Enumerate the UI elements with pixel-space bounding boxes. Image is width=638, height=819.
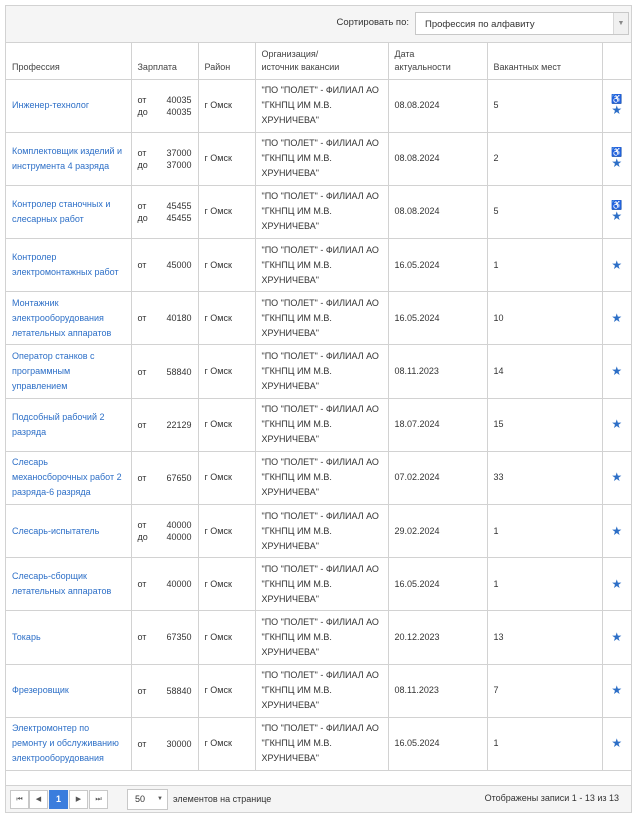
vacancies-cell: 14 xyxy=(487,345,602,398)
salary-from-value: 37000 xyxy=(166,147,192,158)
district-cell: г Омск xyxy=(198,664,255,717)
vacancies-cell: 5 xyxy=(487,79,602,132)
salary-cell xyxy=(131,558,198,611)
date-cell: 16.05.2024 xyxy=(388,239,487,292)
vacancy-table xyxy=(6,43,631,771)
salary-to-label: до xyxy=(137,159,148,170)
vacancies-cell: 1 xyxy=(487,717,602,770)
star-icon[interactable]: ★ xyxy=(611,103,623,118)
profession-cell xyxy=(6,451,131,504)
date-cell: 08.11.2023 xyxy=(388,345,487,398)
table-header-row xyxy=(6,43,631,79)
salary-cell xyxy=(131,79,198,132)
star-icon[interactable]: ★ xyxy=(611,576,623,591)
profession-cell xyxy=(6,345,131,398)
table-row[interactable] xyxy=(6,505,631,558)
vacancies-cell: 13 xyxy=(487,611,602,664)
chevron-down-icon[interactable]: ▼ xyxy=(613,13,628,34)
sort-select-value: Профессия по алфавиту xyxy=(425,19,535,30)
salary-cell xyxy=(131,717,198,770)
page-size-select[interactable] xyxy=(127,789,168,810)
profession-link[interactable]: Комплектовщик изделий и инструмента 4 разряда xyxy=(12,145,123,171)
salary-to-value: 37000 xyxy=(166,159,192,170)
table-row[interactable] xyxy=(6,717,631,770)
actions-cell xyxy=(602,239,631,292)
profession-cell xyxy=(6,292,131,345)
pager xyxy=(6,785,631,812)
salary-from-label: от xyxy=(137,520,147,531)
salary-from-label: от xyxy=(137,685,147,696)
salary-from-label: от xyxy=(137,200,147,211)
salary-to-label: до xyxy=(137,106,148,117)
salary-from-value: 58840 xyxy=(166,685,192,696)
column-header-date[interactable]: Дата актуальности xyxy=(388,43,487,79)
vacancies-cell: 7 xyxy=(487,664,602,717)
actions-cell xyxy=(602,558,631,611)
profession-link[interactable]: Контролер станочных и слесарных работ xyxy=(12,198,111,224)
vacancies-cell: 1 xyxy=(487,558,602,611)
salary-cell xyxy=(131,505,198,558)
salary-from-value: 22129 xyxy=(166,419,192,430)
salary-to-label: до xyxy=(137,532,148,543)
table-row[interactable] xyxy=(6,79,631,132)
table-body xyxy=(6,79,631,770)
salary-cell xyxy=(131,664,198,717)
profession-link[interactable]: Слесарь механосборочных работ 2 разряда-6 разряда xyxy=(12,457,122,498)
date-cell: 20.12.2023 xyxy=(388,611,487,664)
table-row[interactable] xyxy=(6,185,631,238)
actions-cell xyxy=(602,611,631,664)
salary-cell xyxy=(131,239,198,292)
grid-toolbar xyxy=(6,6,631,43)
date-cell: 07.02.2024 xyxy=(388,451,487,504)
table-row[interactable] xyxy=(6,558,631,611)
profession-link[interactable]: Электромонтер по ремонту и обслуживанию электрооборудования xyxy=(12,723,119,764)
actions-cell xyxy=(602,505,631,558)
vacancies-cell: 33 xyxy=(487,451,602,504)
date-cell: 18.07.2024 xyxy=(388,398,487,451)
star-icon[interactable]: ★ xyxy=(611,736,623,751)
district-cell: г Омск xyxy=(198,398,255,451)
profession-cell xyxy=(6,185,131,238)
wheelchair-icon: ♿ xyxy=(611,200,623,211)
organization-cell: "ПО "ПОЛЕТ" - ФИЛИАЛ АО "ГКНПЦ ИМ М.В. ХРУНИЧЕВА" xyxy=(255,611,388,664)
vacancies-cell: 2 xyxy=(487,132,602,185)
star-icon[interactable]: ★ xyxy=(611,156,623,171)
star-icon[interactable]: ★ xyxy=(611,629,623,644)
organization-cell: "ПО "ПОЛЕТ" - ФИЛИАЛ АО "ГКНПЦ ИМ М.В. ХРУНИЧЕВА" xyxy=(255,664,388,717)
last-page-button[interactable]: ⏭ xyxy=(89,790,108,809)
records-info: Отображены записи 1 - 13 из 13 xyxy=(484,793,619,803)
wheelchair-icon: ♿ xyxy=(611,147,623,158)
salary-cell xyxy=(131,185,198,238)
salary-from-value: 40035 xyxy=(166,94,192,105)
profession-link[interactable]: Монтажник электрооборудования летательных аппаратов xyxy=(12,297,112,338)
salary-from-value: 58840 xyxy=(166,366,192,377)
salary-from-label: от xyxy=(137,313,147,324)
salary-cell xyxy=(131,132,198,185)
salary-from-value: 40180 xyxy=(166,313,192,324)
table-row[interactable] xyxy=(6,664,631,717)
vacancies-cell: 15 xyxy=(487,398,602,451)
organization-cell: "ПО "ПОЛЕТ" - ФИЛИАЛ АО "ГКНПЦ ИМ М.В. ХРУНИЧЕВА" xyxy=(255,345,388,398)
chevron-down-icon: ▼ xyxy=(157,796,163,802)
actions-cell xyxy=(602,185,631,238)
profession-cell xyxy=(6,505,131,558)
column-header-actions xyxy=(602,43,631,79)
profession-cell xyxy=(6,717,131,770)
salary-from-value: 45000 xyxy=(166,260,192,271)
profession-link[interactable]: Фрезеровщик xyxy=(12,685,69,696)
district-cell: г Омск xyxy=(198,79,255,132)
organization-cell: "ПО "ПОЛЕТ" - ФИЛИАЛ АО "ГКНПЦ ИМ М.В. ХРУНИЧЕВА" xyxy=(255,79,388,132)
salary-from-label: от xyxy=(137,738,147,749)
profession-cell xyxy=(6,558,131,611)
salary-cell xyxy=(131,451,198,504)
profession-link[interactable]: Оператор станков с программным управлением xyxy=(12,351,95,392)
next-page-button[interactable]: ▶ xyxy=(69,790,88,809)
sort-select[interactable] xyxy=(415,12,629,35)
salary-from-label: от xyxy=(137,147,147,158)
table-row[interactable] xyxy=(6,451,631,504)
page-number-button[interactable]: 1 xyxy=(49,790,68,809)
profession-cell xyxy=(6,611,131,664)
district-cell: г Омск xyxy=(198,185,255,238)
organization-cell: "ПО "ПОЛЕТ" - ФИЛИАЛ АО "ГКНПЦ ИМ М.В. ХРУНИЧЕВА" xyxy=(255,292,388,345)
date-cell: 08.08.2024 xyxy=(388,79,487,132)
date-cell: 16.05.2024 xyxy=(388,717,487,770)
profession-link[interactable]: Слесарь-испытатель xyxy=(12,525,100,536)
star-icon[interactable]: ★ xyxy=(611,523,623,538)
salary-from-value: 40000 xyxy=(166,579,192,590)
star-icon[interactable]: ★ xyxy=(611,364,623,379)
profession-link[interactable]: Подсобный рабочий 2 разряда xyxy=(12,411,105,437)
vacancies-cell: 5 xyxy=(487,185,602,238)
district-cell: г Омск xyxy=(198,611,255,664)
table-row[interactable] xyxy=(6,398,631,451)
district-cell: г Омск xyxy=(198,505,255,558)
date-cell: 08.11.2023 xyxy=(388,664,487,717)
salary-cell xyxy=(131,611,198,664)
organization-cell: "ПО "ПОЛЕТ" - ФИЛИАЛ АО "ГКНПЦ ИМ М.В. ХРУНИЧЕВА" xyxy=(255,451,388,504)
date-cell: 29.02.2024 xyxy=(388,505,487,558)
profession-cell xyxy=(6,132,131,185)
star-icon[interactable]: ★ xyxy=(611,417,623,432)
salary-cell xyxy=(131,292,198,345)
date-cell: 16.05.2024 xyxy=(388,292,487,345)
profession-cell xyxy=(6,79,131,132)
actions-cell xyxy=(602,664,631,717)
star-icon[interactable]: ★ xyxy=(611,310,623,325)
profession-link[interactable]: Контролер электромонтажных работ xyxy=(12,252,119,278)
organization-cell: "ПО "ПОЛЕТ" - ФИЛИАЛ АО "ГКНПЦ ИМ М.В. ХРУНИЧЕВА" xyxy=(255,132,388,185)
organization-cell: "ПО "ПОЛЕТ" - ФИЛИАЛ АО "ГКНПЦ ИМ М.В. ХРУНИЧЕВА" xyxy=(255,717,388,770)
salary-from-label: от xyxy=(137,260,147,271)
date-cell: 08.08.2024 xyxy=(388,185,487,238)
organization-cell: "ПО "ПОЛЕТ" - ФИЛИАЛ АО "ГКНПЦ ИМ М.В. ХРУНИЧЕВА" xyxy=(255,185,388,238)
table-row[interactable] xyxy=(6,345,631,398)
district-cell: г Омск xyxy=(198,451,255,504)
salary-from-value: 67650 xyxy=(166,472,192,483)
column-header-organization[interactable]: Организация/ источник вакансии xyxy=(255,43,388,79)
district-cell: г Омск xyxy=(198,292,255,345)
actions-cell xyxy=(602,345,631,398)
profession-link[interactable]: Токарь xyxy=(12,631,41,642)
salary-from-label: от xyxy=(137,94,147,105)
date-cell: 16.05.2024 xyxy=(388,558,487,611)
actions-cell xyxy=(602,398,631,451)
per-page-label: элементов на странице xyxy=(173,794,272,804)
column-header-profession[interactable]: Профессия xyxy=(6,43,131,79)
actions-cell xyxy=(602,292,631,345)
actions-cell xyxy=(602,717,631,770)
profession-link[interactable]: Слесарь-сборщик летательных аппаратов xyxy=(12,571,112,597)
star-icon[interactable]: ★ xyxy=(611,683,623,698)
sort-label: Сортировать по: xyxy=(336,17,409,28)
district-cell: г Омск xyxy=(198,132,255,185)
profession-cell xyxy=(6,239,131,292)
vacancies-cell: 10 xyxy=(487,292,602,345)
salary-from-value: 40000 xyxy=(166,520,192,531)
salary-cell xyxy=(131,345,198,398)
actions-cell xyxy=(602,79,631,132)
date-cell: 08.08.2024 xyxy=(388,132,487,185)
salary-from-value: 67350 xyxy=(166,632,192,643)
salary-from-value: 30000 xyxy=(166,738,192,749)
salary-from-label: от xyxy=(137,472,147,483)
profession-cell xyxy=(6,398,131,451)
salary-to-value: 40035 xyxy=(166,106,192,117)
salary-to-value: 45455 xyxy=(166,212,192,223)
organization-cell: "ПО "ПОЛЕТ" - ФИЛИАЛ АО "ГКНПЦ ИМ М.В. ХРУНИЧЕВА" xyxy=(255,239,388,292)
column-header-salary[interactable]: Зарплата xyxy=(131,43,198,79)
first-page-button[interactable]: ⏮ xyxy=(10,790,29,809)
district-cell: г Омск xyxy=(198,558,255,611)
table-row[interactable] xyxy=(6,132,631,185)
district-cell: г Омск xyxy=(198,239,255,292)
vacancies-cell: 1 xyxy=(487,505,602,558)
salary-cell xyxy=(131,398,198,451)
vacancies-cell: 1 xyxy=(487,239,602,292)
page-size-value: 50 xyxy=(135,794,146,804)
organization-cell: "ПО "ПОЛЕТ" - ФИЛИАЛ АО "ГКНПЦ ИМ М.В. ХРУНИЧЕВА" xyxy=(255,505,388,558)
salary-from-label: от xyxy=(137,579,147,590)
organization-cell: "ПО "ПОЛЕТ" - ФИЛИАЛ АО "ГКНПЦ ИМ М.В. ХРУНИЧЕВА" xyxy=(255,558,388,611)
star-icon[interactable]: ★ xyxy=(611,257,623,272)
salary-to-value: 40000 xyxy=(166,532,192,543)
salary-from-label: от xyxy=(137,632,147,643)
salary-from-label: от xyxy=(137,419,147,430)
salary-from-value: 45455 xyxy=(166,200,192,211)
salary-to-label: до xyxy=(137,212,148,223)
column-header-vacancies[interactable]: Вакантных мест xyxy=(487,43,602,79)
actions-cell xyxy=(602,451,631,504)
star-icon[interactable]: ★ xyxy=(611,209,623,224)
profession-cell xyxy=(6,664,131,717)
profession-link[interactable]: Инженер-технолог xyxy=(12,100,90,111)
star-icon[interactable]: ★ xyxy=(611,470,623,485)
salary-from-label: от xyxy=(137,366,147,377)
column-header-district[interactable]: Район xyxy=(198,43,255,79)
table-row[interactable] xyxy=(6,292,631,345)
vacancy-grid xyxy=(5,5,632,813)
table-row[interactable] xyxy=(6,611,631,664)
table-row[interactable] xyxy=(6,239,631,292)
prev-page-button[interactable]: ◀ xyxy=(29,790,48,809)
district-cell: г Омск xyxy=(198,717,255,770)
organization-cell: "ПО "ПОЛЕТ" - ФИЛИАЛ АО "ГКНПЦ ИМ М.В. ХРУНИЧЕВА" xyxy=(255,398,388,451)
actions-cell xyxy=(602,132,631,185)
district-cell: г Омск xyxy=(198,345,255,398)
wheelchair-icon: ♿ xyxy=(611,94,623,105)
